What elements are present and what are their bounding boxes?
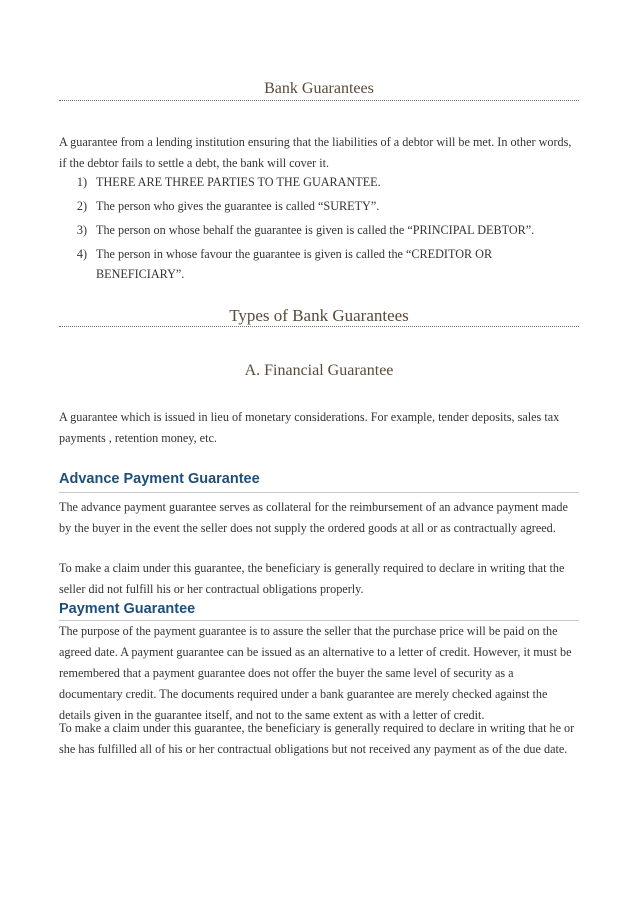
advance-payment-paragraph-2: To make a claim under this guarantee, the beneficiary is generally required to declare in writing that the seller did not fulfill his or her contractual obligations properly.: [59, 561, 565, 596]
heading-advance-payment: Advance Payment Guarantee: [59, 471, 260, 487]
payment-guarantee-paragraph-2: To make a claim under this guarantee, the beneficiary is generally required to declare in writing that he or she has fulfilled all of his or her contractual obligations but not received any payment as of the due date.: [59, 721, 575, 756]
page-title: Bank Guarantees: [264, 80, 374, 97]
list-item-number: 1): [76, 175, 87, 189]
list-item: [59, 172, 579, 192]
intro-paragraph: A guarantee from a lending institution ensuring that the liabilities of a debtor will be met. In other words, if the debtor fails to settle a debt, the bank will cover it.: [59, 135, 572, 170]
list-item: [59, 244, 579, 284]
heading-payment-guarantee: Payment Guarantee: [59, 601, 196, 617]
list-item: [59, 196, 579, 216]
list-item-number: 3): [76, 223, 87, 237]
list-item-text: The person in whose favour the guarantee is given is called the “CREDITOR OR BENEFICIARY”.: [96, 247, 493, 281]
advance-payment-paragraph-1: The advance payment guarantee serves as collateral for the reimbursement of an advance payment made by the buyer in the event the seller does not supply the ordered goods at all or as contractually agreed.: [59, 500, 568, 535]
heading-underline: [59, 492, 579, 493]
list-item-text: THERE ARE THREE PARTIES TO THE GUARANTEE.: [96, 175, 381, 189]
subsection-title-financial: A. Financial Guarantee: [244, 362, 394, 379]
section-divider: [59, 326, 579, 327]
list-item-number: 2): [76, 199, 87, 213]
list-item-text: The person on whose behalf the guarantee is given is called the “PRINCIPAL DEBTOR”.: [96, 223, 535, 237]
parties-list: [59, 172, 579, 288]
list-item: [59, 220, 579, 240]
financial-paragraph: A guarantee which is issued in lieu of monetary considerations. For example, tender deposits, sales tax payments , retention money, etc.: [59, 410, 560, 445]
list-item-text: The person who gives the guarantee is called “SURETY”.: [96, 199, 380, 213]
section-title-types: Types of Bank Guarantees: [229, 306, 409, 325]
list-item-number: 4): [76, 247, 87, 261]
title-divider: [59, 100, 579, 101]
payment-guarantee-paragraph-1: The purpose of the payment guarantee is to assure the seller that the purchase price will be paid on the agreed date. A payment guarantee can be issued as an alternative to a letter of credit. However, it must be remembered that a payment guarantee does not offer the buyer the same level of security as a documentary credit. The documents required under a bank guarantee are merely checked against the details given in the guarantee itself, and not to the same extent as with a letter of credit.: [59, 624, 572, 722]
